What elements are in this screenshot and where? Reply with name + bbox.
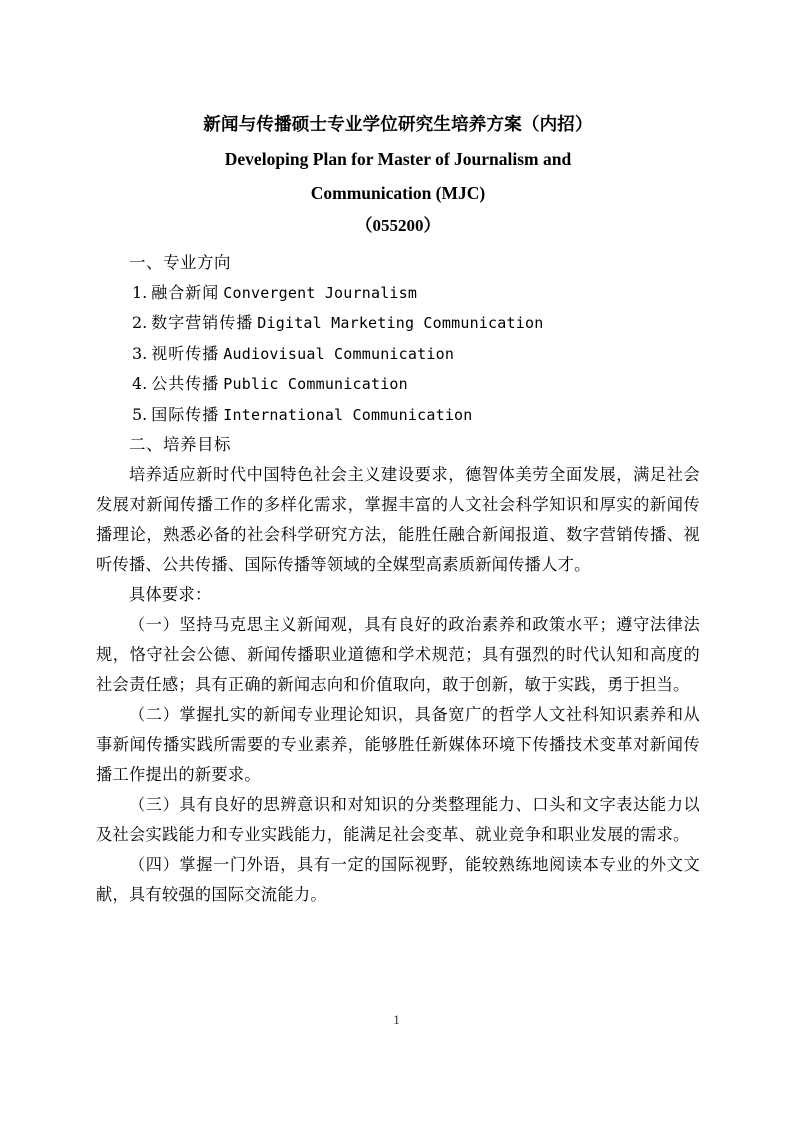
list-item-number: 2. [132, 313, 148, 332]
document-title-english-line2: Communication (MJC) [310, 183, 486, 203]
objectives-intro-paragraph: 培养适应新时代中国特色社会主义建设要求，德智体美劳全面发展，满足社会发展对新闻传播工作的多样化需求，掌握丰富的人文社会科学知识和厚实的新闻传播理论，熟悉必备的社会科学研究方法，能胜任融合新闻报道、数字营销传播、视听传播、公共传播、国际传播等领域的全媒型高素质新闻传播人才。 [96, 464, 700, 574]
list-item-label-en: Digital Marketing Communication [257, 314, 544, 332]
list-item-label-cn: 数字营销传播 [151, 313, 254, 332]
list-item-number: 3. [132, 343, 148, 363]
requirement-paragraph-3: （三）具有良好的思辨意识和对知识的分类整理能力、口头和文字表达能力以及社会实践能力和专业实践能力，能满足社会变革、就业竞争和职业发展的需求。 [96, 794, 700, 844]
list-item-label-cn: 融合新闻 [151, 282, 220, 302]
list-item-label-en: Audiovisual Communication [223, 344, 455, 363]
requirements-label: 具体要求： [129, 584, 212, 604]
major-directions-list [96, 278, 700, 431]
list-item-label-en: Convergent Journalism [223, 283, 418, 302]
list-item-label-cn: 公共传播 [151, 374, 220, 393]
list-item-label-cn: 国际传播 [151, 404, 220, 424]
document-title-block [96, 110, 700, 241]
document-body [96, 248, 700, 910]
list-item [96, 278, 700, 309]
list-item [96, 308, 700, 339]
list-item [96, 400, 700, 431]
section-heading-objectives: 二、培养目标 [129, 435, 231, 454]
document-title-chinese: 新闻与传播硕士专业学位研究生培养方案（内招） [203, 115, 593, 135]
list-item [96, 369, 700, 400]
document-title-english-line1: Developing Plan for Master of Journalism and [224, 149, 572, 169]
requirement-paragraph-2: （二）掌握扎实的新闻专业理论知识，具备宽广的哲学人文社科知识素养和从事新闻传播实践所需要的专业素养，能够胜任新媒体环境下传播技术变革对新闻传播工作提出的新要求。 [96, 704, 700, 784]
program-code: （055200） [355, 216, 441, 235]
list-item-label-en: Public Communication [223, 375, 408, 393]
list-item-number: 5. [132, 404, 148, 424]
list-item-number: 4. [132, 374, 148, 393]
list-item [96, 339, 700, 370]
section-heading-majors: 一、专业方向 [129, 253, 231, 272]
list-item-label-cn: 视听传播 [151, 343, 220, 363]
list-item-label-en: International Communication [223, 405, 473, 424]
page-number: 1 [393, 1012, 400, 1027]
list-item-number: 1. [132, 282, 148, 302]
requirement-paragraph-4: （四）掌握一门外语，具有一定的国际视野，能较熟练地阅读本专业的外文文献，具有较强的国际交流能力。 [96, 854, 700, 904]
requirement-paragraph-1: （一）坚持马克思主义新闻观，具有良好的政治素养和政策水平；遵守法律法规，恪守社会公德、新闻传播职业道德和学术规范；具有强烈的时代认知和高度的社会责任感；具有正确的新闻志向和价值取向，敢于创新，敏于实践，勇于担当。 [96, 614, 700, 694]
